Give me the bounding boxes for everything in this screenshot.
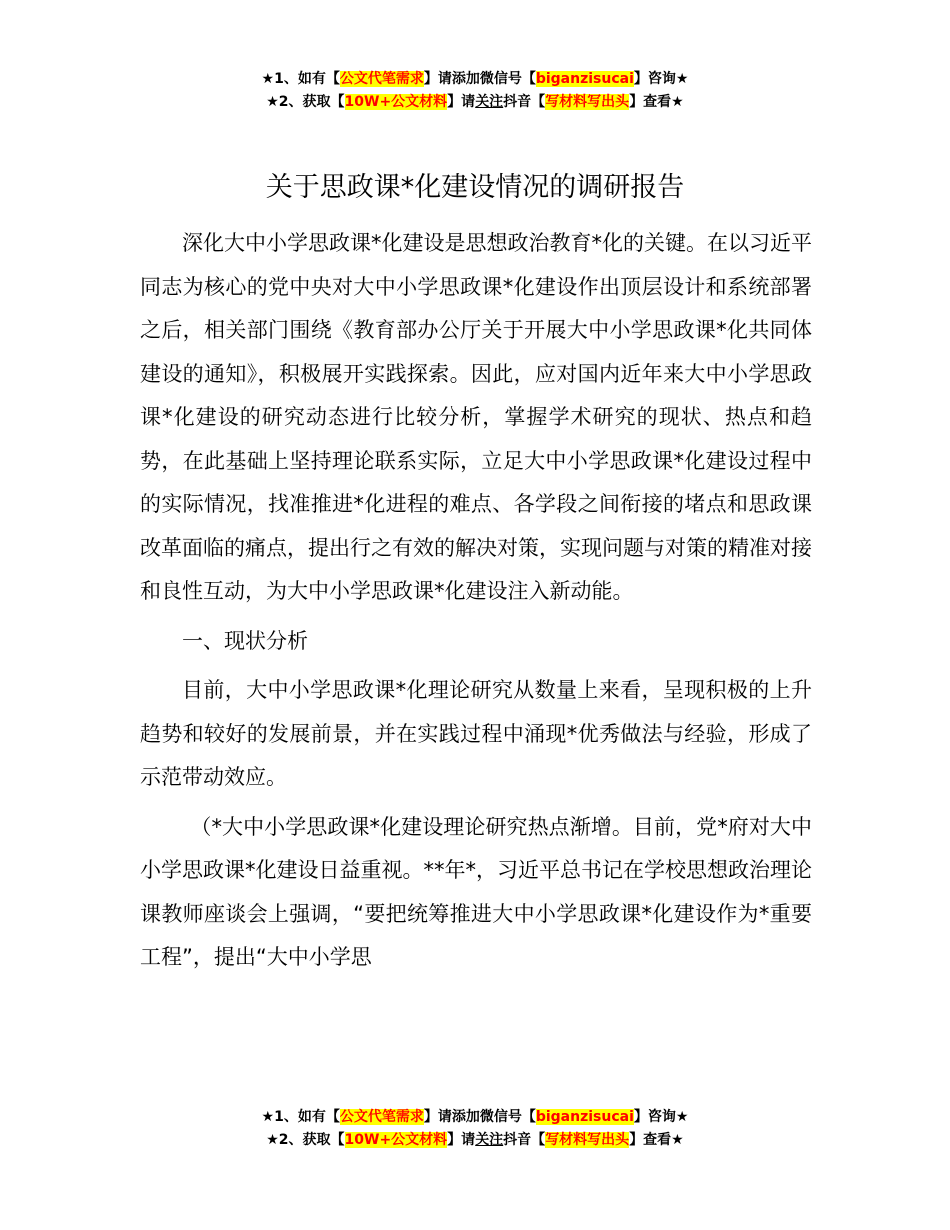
highlight-text: 写材料写出头 — [545, 1132, 630, 1148]
header-banner — [0, 68, 950, 114]
banner-line-1 — [0, 1106, 950, 1129]
footer-banner — [0, 1106, 950, 1152]
banner-text: ★1、如有【 — [261, 1109, 340, 1125]
body-paragraph: 目前，大中小学思政课*化理论研究从数量上来看，呈现积极的上升趋势和较好的发展前景，并在实践过程中涌现*优秀做法与经验，形成了示范带动效应。 — [140, 678, 812, 789]
underlined-text: 关注 — [475, 94, 504, 110]
body-paragraph: （*大中小学思政课*化建设理论研究热点渐增。目前，党*府对大中小学思政课*化建设日益重视。**年*，习近平总书记在学校思想政治理论课教师座谈会上强调，“要把统筹推进大中小学思政课*化建设作为*重要工程”，提出“大中小学思 — [140, 814, 812, 969]
banner-text: 】请添加微信号【 — [423, 1109, 536, 1125]
highlight-text: 10W+公文材料 — [344, 1132, 448, 1148]
banner-text: 】咨询★ — [633, 71, 689, 87]
highlight-text: 公文代笔需求 — [339, 1109, 424, 1125]
banner-text: ★2、获取【 — [266, 1132, 345, 1148]
highlight-text: 10W+公文材料 — [344, 94, 448, 110]
highlight-text: biganzisucai — [535, 71, 634, 87]
banner-text: 】查看★ — [629, 94, 684, 110]
banner-text: 】咨询★ — [633, 1109, 689, 1125]
section-heading: 一、现状分析 — [182, 628, 308, 653]
highlight-text: 写材料写出头 — [545, 94, 630, 110]
banner-text: 抖音【 — [503, 1132, 546, 1148]
banner-text: 】请 — [447, 94, 476, 110]
highlight-text: biganzisucai — [535, 1109, 634, 1125]
banner-text: 】请添加微信号【 — [423, 71, 536, 87]
document-body — [140, 222, 812, 980]
banner-text: 】请 — [447, 1132, 476, 1148]
banner-text: 抖音【 — [503, 94, 546, 110]
banner-line-2 — [0, 91, 950, 114]
document-title: 关于思政课*化建设情况的调研报告 — [265, 172, 685, 203]
banner-line-1 — [0, 68, 950, 91]
banner-text: ★2、获取【 — [266, 94, 345, 110]
highlight-text: 公文代笔需求 — [339, 71, 424, 87]
banner-line-2 — [0, 1129, 950, 1152]
banner-text: ★1、如有【 — [261, 71, 340, 87]
body-paragraph: 深化大中小学思政课*化建设是思想政治教育*化的关键。在以习近平同志为核心的党中央对大中小学思政课*化建设作出顶层设计和系统部署之后，相关部门围绕《教育部办公厅关于开展大中小学思政课*化共同体建设的通知》，积极展开实践探索。因此，应对国内近年来大中小学思政课*化建设的研究动态进行比较分析，掌握学术研究的现状、热点和趋势，在此基础上坚持理论联系实际，立足大中小学思政课*化建设过程中的实际情况，找准推进*化进程的难点、各学段之间衔接的堵点和思政课改革面临的痛点，提出行之有效的解决对策，实现问题与对策的精准对接和良性互动，为大中小学思政课*化建设注入新动能。 — [140, 231, 812, 603]
banner-text: 】查看★ — [629, 1132, 684, 1148]
underlined-text: 关注 — [475, 1132, 504, 1148]
